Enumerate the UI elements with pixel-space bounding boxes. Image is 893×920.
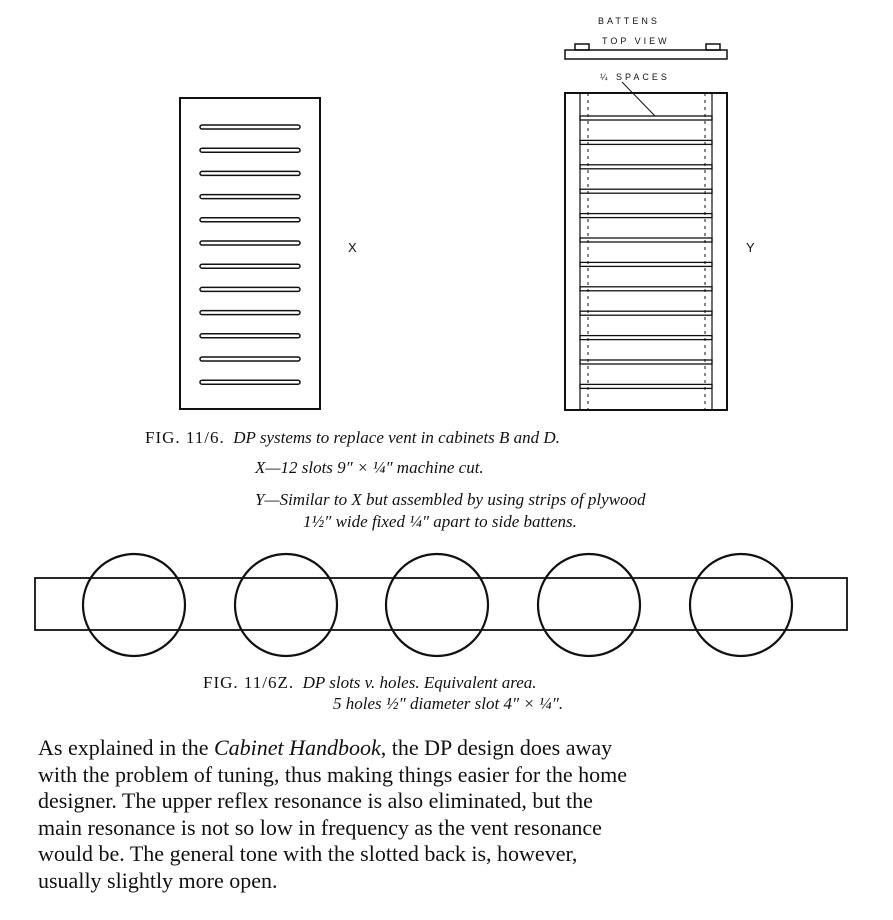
body-line-1: [38, 735, 853, 762]
label-y: Y: [746, 240, 755, 255]
caption-fig-number: FIG. 11/6.: [145, 428, 225, 447]
top-view-label: TOP VIEW: [602, 36, 670, 46]
strip-gap-7: [580, 262, 712, 266]
hole-3: [386, 554, 488, 656]
slot-2: [200, 148, 300, 152]
book-title: Cabinet Handbook: [213, 735, 381, 760]
top-view-batten-right: [706, 44, 720, 50]
strip-gap-11: [580, 360, 712, 364]
slot-5: [200, 218, 300, 222]
slot-outline: [35, 578, 847, 630]
battens-top-view: [565, 44, 727, 59]
body-paragraph: [38, 735, 853, 894]
strip-gap-4: [580, 189, 712, 193]
caption-2-line-2: 5 holes ½″ diameter slot 4″ × ¼″.: [333, 694, 564, 713]
slot-10: [200, 334, 300, 338]
body-line-2: with the problem of tuning, thus making things easier for the home: [38, 761, 628, 787]
body-line-1-start: As explained in the: [38, 735, 214, 760]
caption-fig-11-6z: [203, 673, 537, 693]
strip-gap-12: [580, 384, 712, 388]
strip-gap-6: [580, 238, 712, 242]
slot-6: [200, 241, 300, 245]
body-line-4: main resonance is not so low in frequency as the vent resonance: [38, 814, 602, 840]
caption-2-fig-number: FIG. 11/6Z.: [203, 673, 295, 692]
hole-1: [83, 554, 185, 656]
panel-y-strips: [580, 116, 712, 388]
slot-8: [200, 287, 300, 291]
strip-gap-9: [580, 311, 712, 315]
caption-fig-11-6: [145, 428, 560, 448]
slot-4: [200, 195, 300, 199]
hole-4: [538, 554, 640, 656]
body-line-6: usually slightly more open.: [38, 867, 278, 893]
caption-line-2: X—12 slots 9″ × ¼″ machine cut.: [255, 458, 484, 477]
top-view-batten-left: [575, 44, 589, 50]
strip-gap-5: [580, 214, 712, 218]
strip-gap-2: [580, 140, 712, 144]
slot-11: [200, 357, 300, 361]
strip-gap-8: [580, 287, 712, 291]
slot-12: [200, 380, 300, 384]
top-view-board: [565, 50, 727, 59]
panel-x-outline: [180, 98, 320, 409]
strip-gap-10: [580, 336, 712, 340]
slot-9: [200, 311, 300, 315]
battens-label: BATTENS: [598, 16, 660, 26]
body-line-5: would be. The general tone with the slotted back is, however,: [38, 841, 578, 866]
slot-7: [200, 264, 300, 268]
panel-y: [565, 82, 727, 410]
label-x: X: [348, 240, 357, 255]
body-line-1-end: , the DP design does away: [380, 735, 613, 760]
strip-gap-3: [580, 165, 712, 169]
caption-line-4: 1½″ wide fixed ¼″ apart to side battens.: [303, 512, 577, 531]
panel-x: [180, 98, 320, 409]
spaces-leader-line: [622, 82, 655, 116]
hole-2: [235, 554, 337, 656]
caption-line-1: DP systems to replace vent in cabinets B and D.: [233, 428, 560, 447]
caption-2-line-1: DP slots v. holes. Equivalent area.: [302, 673, 537, 692]
slot-3: [200, 171, 300, 175]
hole-5: [690, 554, 792, 656]
slot-1: [200, 125, 300, 129]
spaces-label: ¼ SPACES: [600, 72, 670, 82]
strip-gap-1: [580, 116, 712, 120]
body-line-3: designer. The upper reflex resonance is also eliminated, but the: [38, 788, 593, 813]
panel-x-slots: [200, 125, 300, 384]
caption-line-3: Y—Similar to X but assembled by using strips of plywood: [255, 490, 646, 509]
slot-vs-holes-figure: [35, 554, 847, 656]
